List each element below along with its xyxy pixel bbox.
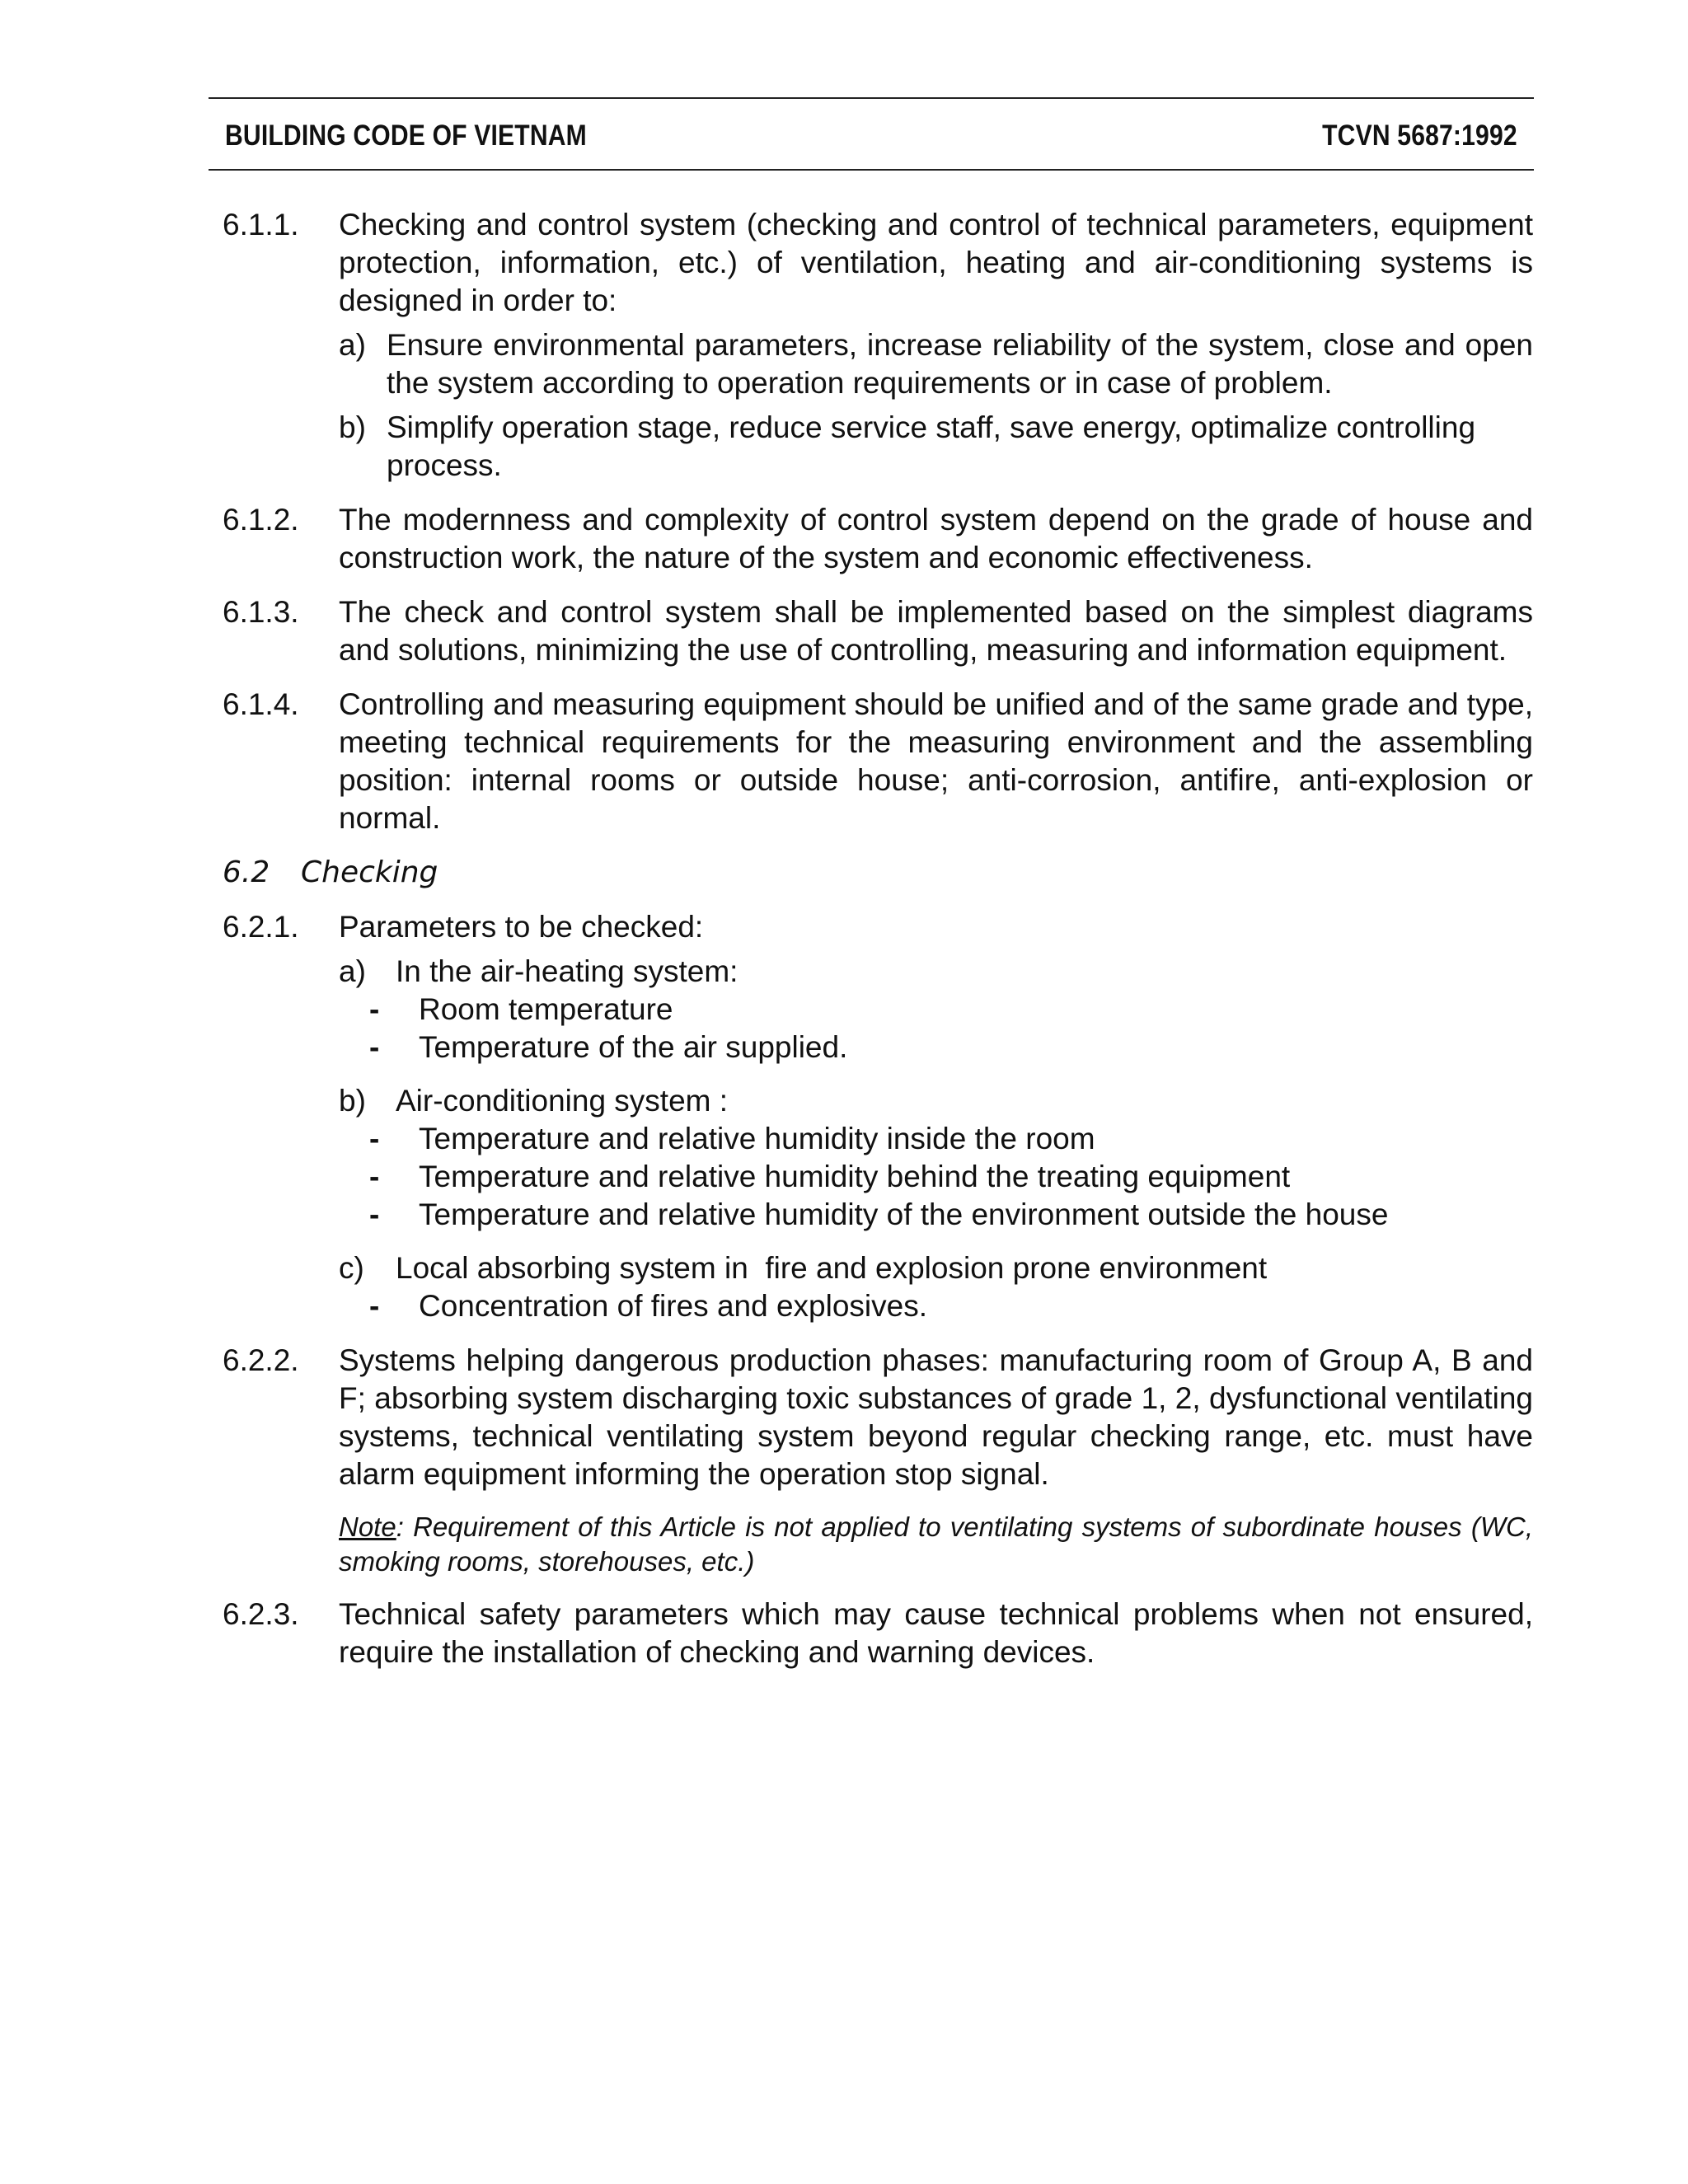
section-title: Checking	[301, 855, 438, 889]
clause-number: 6.1.3.	[223, 595, 299, 629]
clause-number: 6.2.3.	[223, 1597, 299, 1631]
document-body	[223, 206, 1533, 1688]
note-label: Note	[339, 1511, 396, 1542]
list-item-text: Room temperature	[419, 992, 673, 1026]
page-header	[225, 115, 1517, 157]
header-standard-number: TCVN 5687:1992	[1322, 120, 1517, 152]
sub-item-text: In the air-heating system:	[396, 954, 738, 988]
clause-text: The check and control system shall be implemented based on the simplest diagrams and solutions, minimizing the use of controlling, measuring and information equipment.	[339, 595, 1533, 667]
clause-text: Technical safety parameters which may cause technical problems when not ensured, require the installation of checking and warning devices.	[339, 1597, 1533, 1669]
clause-number: 6.2.1.	[223, 910, 299, 944]
clause-number: 6.1.4.	[223, 687, 299, 721]
clause-number: 6.1.2.	[223, 503, 299, 537]
list-item	[369, 1196, 1533, 1234]
clause-6-1-1	[223, 206, 1533, 485]
clause-text: Parameters to be checked:	[339, 910, 704, 944]
clause-text: Controlling and measuring equipment should be unified and of the same grade and type, meeting technical requirements for the measuring environment and the assembling position: internal rooms or outside house; anti-corrosion, antifire, anti-explosion or normal.	[339, 687, 1533, 835]
list-item-text: Concentration of fires and explosives.	[419, 1289, 928, 1323]
dash-bullet: -	[369, 1160, 380, 1193]
section-number: 6.2	[223, 855, 270, 889]
dash-bullet: -	[369, 1122, 380, 1155]
clause-number: 6.1.1.	[223, 208, 299, 241]
sub-item-label: a)	[339, 954, 366, 988]
sub-group-b	[339, 1082, 1533, 1234]
header-bottom-rule	[209, 169, 1534, 171]
list-item	[369, 1029, 1533, 1066]
list-item-text: Temperature of the air supplied.	[419, 1030, 848, 1064]
list-item	[369, 991, 1533, 1029]
clause-6-1-2	[223, 501, 1533, 577]
dash-bullet: -	[369, 1197, 380, 1231]
list-item	[369, 1120, 1533, 1158]
sub-group-a	[339, 953, 1533, 1066]
list-item	[369, 1158, 1533, 1196]
dash-bullet: -	[369, 1030, 380, 1064]
clause-text: Systems helping dangerous production phases: manufacturing room of Group A, B and F; absorbing system discharging toxic substances of grade 1, 2, dysfunctional ventilating systems, technical ventilating system beyond regular checking range, etc. must have alarm equipment informing the operation stop signal.	[339, 1343, 1533, 1491]
clause-text: Checking and control system (checking and control of technical parameters, equipment protection, information, etc.) of ventilation, heating and air-conditioning systems is designed in order to:	[339, 208, 1533, 317]
sub-item-text: Simplify operation stage, reduce service staff, save energy, optimalize controlling process.	[387, 410, 1476, 482]
sub-item-text: Ensure environmental parameters, increase reliability of the system, close and open the system according to operation requirements or in case of problem.	[387, 328, 1533, 400]
clause-6-2-2	[223, 1342, 1533, 1579]
sub-item-text: Local absorbing system in fire and explosion prone environment	[396, 1251, 1268, 1285]
list-item-text: Temperature and relative humidity behind the treating equipment	[419, 1160, 1291, 1193]
clause-6-1-4	[223, 686, 1533, 837]
section-heading-6-2	[223, 854, 1533, 892]
sub-item-label: c)	[339, 1251, 364, 1285]
sub-item-text: Air-conditioning system :	[396, 1084, 729, 1118]
dash-bullet: -	[369, 1289, 380, 1323]
sub-item-label: a)	[339, 328, 366, 362]
header-top-rule	[209, 97, 1534, 99]
sub-item-label: b)	[339, 1084, 366, 1118]
clause-number: 6.2.2.	[223, 1343, 299, 1377]
clause-6-2-1	[223, 908, 1533, 1325]
dash-bullet: -	[369, 992, 380, 1026]
sub-item-b	[339, 1082, 1533, 1120]
sub-item-a	[339, 326, 1533, 402]
clause-6-1-3	[223, 593, 1533, 669]
note-text: : Requirement of this Article is not applied to ventilating systems of subordinate houses (WC, smoking rooms, storehouses, etc.)	[339, 1511, 1533, 1577]
header-title: BUILDING CODE OF VIETNAM	[225, 120, 587, 152]
clause-text: The modernness and complexity of control system depend on the grade of house and construction work, the nature of the system and economic effectiveness.	[339, 503, 1533, 574]
sub-item-b	[339, 409, 1533, 485]
sub-item-label: b)	[339, 410, 366, 444]
clause-note	[339, 1510, 1533, 1579]
list-item	[369, 1287, 1533, 1325]
list-item-text: Temperature and relative humidity inside the room	[419, 1122, 1095, 1155]
sub-item-a	[339, 953, 1533, 991]
sub-item-c	[339, 1249, 1533, 1287]
list-item-text: Temperature and relative humidity of the environment outside the house	[419, 1197, 1389, 1231]
sub-group-c	[339, 1249, 1533, 1325]
clause-6-2-3	[223, 1596, 1533, 1671]
